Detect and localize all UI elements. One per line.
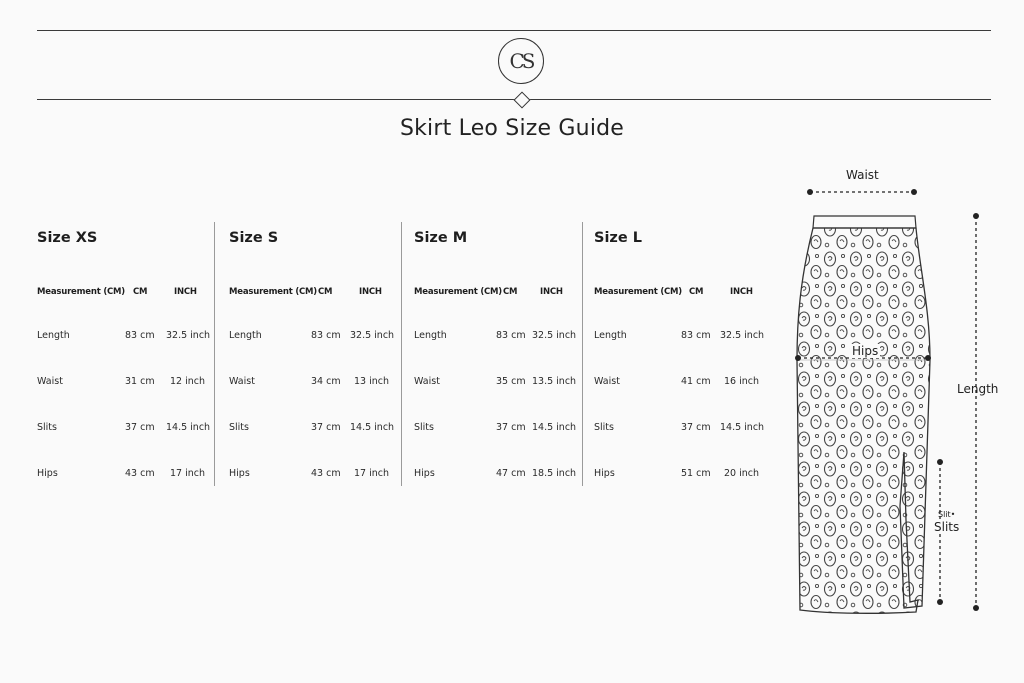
row-label: Waist <box>229 376 255 387</box>
column-header-cm: CM <box>503 287 518 297</box>
cm-value: 34 cm <box>311 376 341 387</box>
size-heading: Size S <box>229 230 279 246</box>
cm-value: 35 cm <box>496 376 526 387</box>
skirt-measurement-diagram <box>770 160 1024 630</box>
cm-value: 83 cm <box>496 330 526 341</box>
row-label: Length <box>37 330 70 341</box>
row-label: Waist <box>37 376 63 387</box>
column-header-inch: INCH <box>540 287 563 297</box>
size-heading: Size XS <box>37 230 98 246</box>
row-label: Hips <box>594 468 615 479</box>
size-heading: Size L <box>594 230 642 246</box>
cm-value: 37 cm <box>681 422 711 433</box>
column-header-inch: INCH <box>730 287 753 297</box>
cm-value: 51 cm <box>681 468 711 479</box>
row-label: Hips <box>37 468 58 479</box>
cm-value: 37 cm <box>496 422 526 433</box>
inch-value: 13 inch <box>354 376 390 387</box>
size-heading: Size M <box>414 230 468 246</box>
inch-value: 17 inch <box>170 468 206 479</box>
inch-value: 32.5 inch <box>532 330 577 341</box>
inch-value: 12 inch <box>170 376 206 387</box>
column-header-measurement: Measurement (CM) <box>37 287 125 297</box>
inch-value: 16 inch <box>724 376 760 387</box>
column-header-inch: INCH <box>174 287 197 297</box>
inch-value: 14.5 inch <box>166 422 211 433</box>
slits-label: Slits <box>934 520 960 534</box>
cm-value: 37 cm <box>311 422 341 433</box>
row-label: Slits <box>37 422 57 433</box>
column-divider <box>214 222 215 486</box>
row-label: Slits <box>594 422 614 433</box>
row-label: Slits <box>414 422 434 433</box>
column-divider <box>582 222 583 486</box>
inch-value: 18.5 inch <box>532 468 577 479</box>
inch-value: 14.5 inch <box>350 422 395 433</box>
column-header-measurement: Measurement (CM) <box>414 287 502 297</box>
cm-value: 83 cm <box>681 330 711 341</box>
column-divider <box>401 222 402 486</box>
column-header-measurement: Measurement (CM) <box>229 287 317 297</box>
cm-value: 31 cm <box>125 376 155 387</box>
column-header-cm: CM <box>318 287 333 297</box>
row-label: Length <box>594 330 627 341</box>
inch-value: 14.5 inch <box>720 422 765 433</box>
row-label: Waist <box>414 376 440 387</box>
length-label: Length <box>957 382 999 396</box>
column-header-measurement: Measurement (CM) <box>594 287 682 297</box>
page-title: Skirt Leo Size Guide <box>399 116 625 141</box>
hips-label: Hips <box>852 344 879 358</box>
diamond-ornament-icon <box>514 92 531 109</box>
brand-logo <box>498 38 544 84</box>
brand-logo-text: CS <box>509 49 533 73</box>
inch-value: 13.5 inch <box>532 376 577 387</box>
cm-value: 83 cm <box>311 330 341 341</box>
top-rule <box>37 30 991 31</box>
cm-value: 41 cm <box>681 376 711 387</box>
cm-value: 83 cm <box>125 330 155 341</box>
cm-value: 43 cm <box>125 468 155 479</box>
inch-value: 32.5 inch <box>166 330 211 341</box>
row-label: Hips <box>229 468 250 479</box>
cm-value: 37 cm <box>125 422 155 433</box>
slits-label-partial: Slit• <box>938 510 956 519</box>
row-label: Length <box>414 330 447 341</box>
row-label: Slits <box>229 422 249 433</box>
row-label: Length <box>229 330 262 341</box>
row-label: Waist <box>594 376 620 387</box>
inch-value: 17 inch <box>354 468 390 479</box>
inch-value: 32.5 inch <box>350 330 395 341</box>
inch-value: 14.5 inch <box>532 422 577 433</box>
waist-label: Waist <box>846 168 879 182</box>
inch-value: 20 inch <box>724 468 760 479</box>
column-header-cm: CM <box>133 287 148 297</box>
row-label: Hips <box>414 468 435 479</box>
column-header-inch: INCH <box>359 287 382 297</box>
cm-value: 43 cm <box>311 468 341 479</box>
cm-value: 47 cm <box>496 468 526 479</box>
column-header-cm: CM <box>689 287 704 297</box>
inch-value: 32.5 inch <box>720 330 765 341</box>
